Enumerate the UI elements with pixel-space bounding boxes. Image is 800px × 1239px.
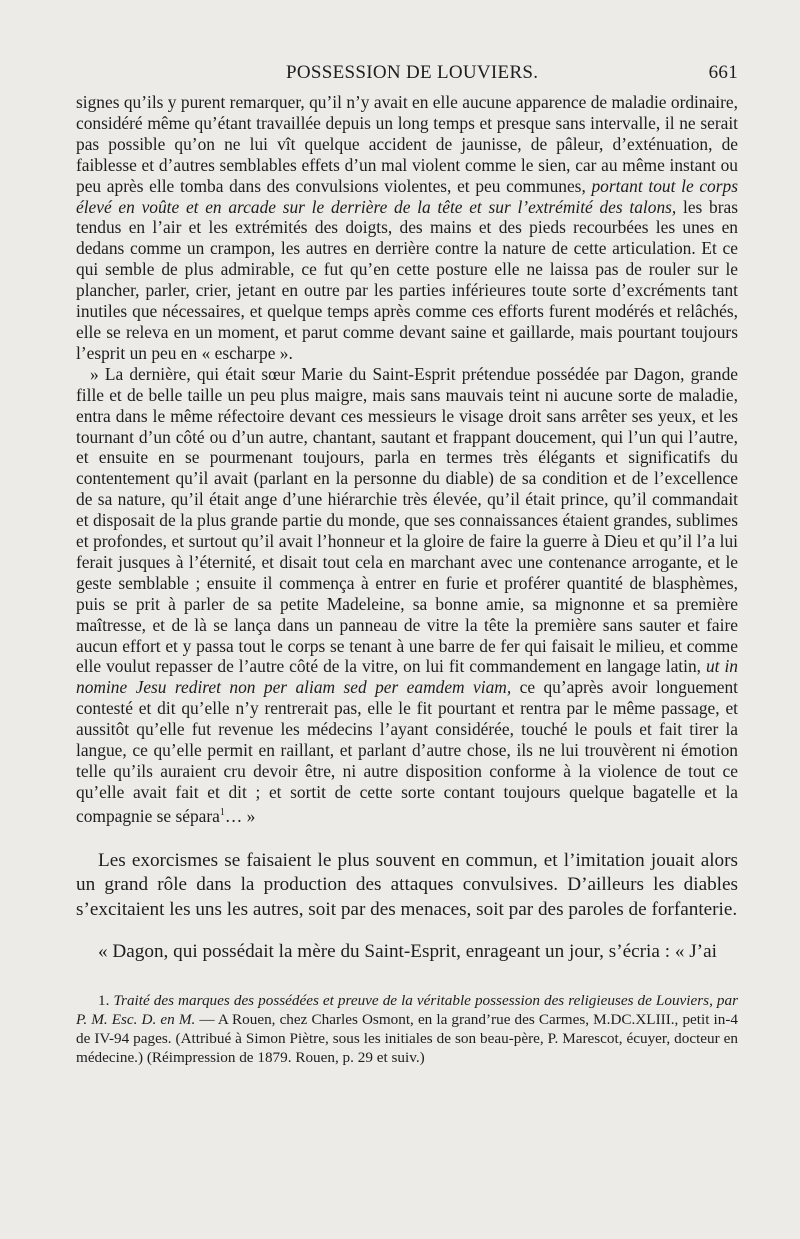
footnotes	[76, 991, 738, 1068]
footnote-ref: 1	[219, 806, 225, 818]
quote-p2-italic: ut in nomine Jesu rediret non per aliam sed per eamdem viam,	[76, 656, 738, 698]
quote-p2-close: … »	[224, 805, 256, 826]
page-number: 661	[708, 62, 738, 83]
running-head	[76, 62, 738, 84]
quote-p2-text: » La dernière, qui était sœur Marie du Saint-Esprit prétendue possédée par Dagon, grande fille et de belle taille un peu plus maigre, mais sans mauvais teint ni aucune sorte de maladie, entra dans le même réfectoire devant ces messieurs le visage droit sans arrêter ses yeux, et les tournant d’un côté ou d’un autre, chantant, sautant et frappant doucement, qui l’un qui l’autre, et ensuite en se pourmenant toujours, parla en termes très élégants et significatifs du contentement qu’il avait (parlant en la personne du diable) de sa condition et de l’excellence de sa nature, qu’il était ange d’une hiérarchie très élevée, qu’il était prince, qu’il commandait et disposait de la plus grande partie du monde, que ses connaissances étaient grandes, sublimes et profondes, et surtout qu’il avait l’honneur et la gloire de faire la guerre à Dieu et qu’il l’a lui ferait jusques à l’éternité, et disait tout cela en marchant avec une contenance arrogante, et le geste semblable ; ensuite il commença à entrer en furie et proférer quantité de blasphèmes, puis se prit à parler de sa petite Madeleine, sa bonne amie, sa mignonne et sa première maîtresse, et de là se lança dans un panneau de vitre la tête la première sans sauter et faire aucun effort et y passa tout le corps se tenant à une barre de fer qui faisait le milieu, et comme elle voulut repasser de l’autre côté de la vitre, on lui fit commandement en langage latin,	[76, 363, 738, 677]
footnote-number: 1.	[98, 991, 110, 1009]
quote-p1-italic: portant tout le corps élevé en voûte et en arcade sur le derrière de la tête et sur l’extrémité des talons,	[76, 175, 738, 217]
running-title: POSSESSION DE LOUVIERS.	[286, 62, 539, 83]
quote-p1-text: signes qu’ils y purent remarquer, qu’il n’y avait en elle aucune apparence de maladie ordinaire, considéré même qu’étant travaillée depuis un long temps et presque sans intervalle, il ne serait pas possible qu’on ne lui vît quelque accident de jaunisse, de pâleur, d’exténuation, de faiblesse et d’autres semblables effets d’un mal violent comme le sien, car au même instant ou peu après elle tomba dans des convulsions violentes, et peu communes,	[76, 92, 738, 196]
footnote-italic: Traité des marques des possédées et preuve de la véritable possession des religieuses de Louviers, par P. M. Esc. D. en M.	[76, 991, 739, 1028]
quote-paragraph-2	[76, 364, 738, 827]
body-text	[76, 849, 738, 965]
body-paragraph-2: « Dagon, qui possédait la mère du Saint-Esprit, enrageant un jour, s’écria : « J’ai	[98, 941, 717, 963]
quote-p2-end: ce qu’après avoir longuement contesté et dit qu’elle n’y rentrerait pas, elle le fit pourtant et rentra par le même passage, et aussitôt qu’elle fut revenue les médecins l’ayant considérée, touché le pouls et fait tirer la langue, ce qu’elle permit en raillant, et parlant d’autre chose, ils ne lui trouvèrent ni émotion telle qu’ils auraient cru devoir être, ni autre disposition conforme à la violence de tout ce qu’elle avait fait et dit ; et sortit de cette sorte contant toujours quelque bagatelle et la compagnie se sépara	[76, 677, 738, 826]
footnote-1	[76, 991, 738, 1068]
body-paragraph-1: Les exorcismes se faisaient le plus souvent en commun, et l’imitation jouait alors un grand rôle dans la production des attaques convulsives. D’ailleurs les diables s’excitaient les uns les autres, soit par des menaces, soit par des paroles de forfanterie.	[76, 849, 738, 920]
quote-p1-end: les bras tendus en l’air et les extrémités des doigts, des mains et des pieds recourbées les unes en dedans comme un crampon, les autres en derrière contre la nature de cette articulation. Et ce qui semble de plus admirable, ce fut qu’en cette posture elle ne laissa pas de rouler sur le plancher, parler, crier, jetant en outre par les parties inférieures toute sorte d’excréments tant inutiles que nécessaires, et quelque temps après comme ces efforts furent modérés et relâchés, elle se releva en un moment, et parut comme devant saine et gaillarde, mais pourtant toujours l’esprit un peu en « escharpe ».	[76, 196, 739, 363]
quoted-passage	[76, 92, 738, 827]
footnote-text: — A Rouen, chez Charles Osmont, en la grand’rue des Carmes, M.DC.XLIII., petit in-4 de IV-94 pages. (Attribué à Simon Piètre, sous les initiales de son beau-père, P. Marescot, écuyer, docteur en médecine.) (Réimpression de 1879. Rouen, p. 29 et suiv.)	[76, 1010, 738, 1067]
quote-paragraph-1	[76, 92, 738, 364]
